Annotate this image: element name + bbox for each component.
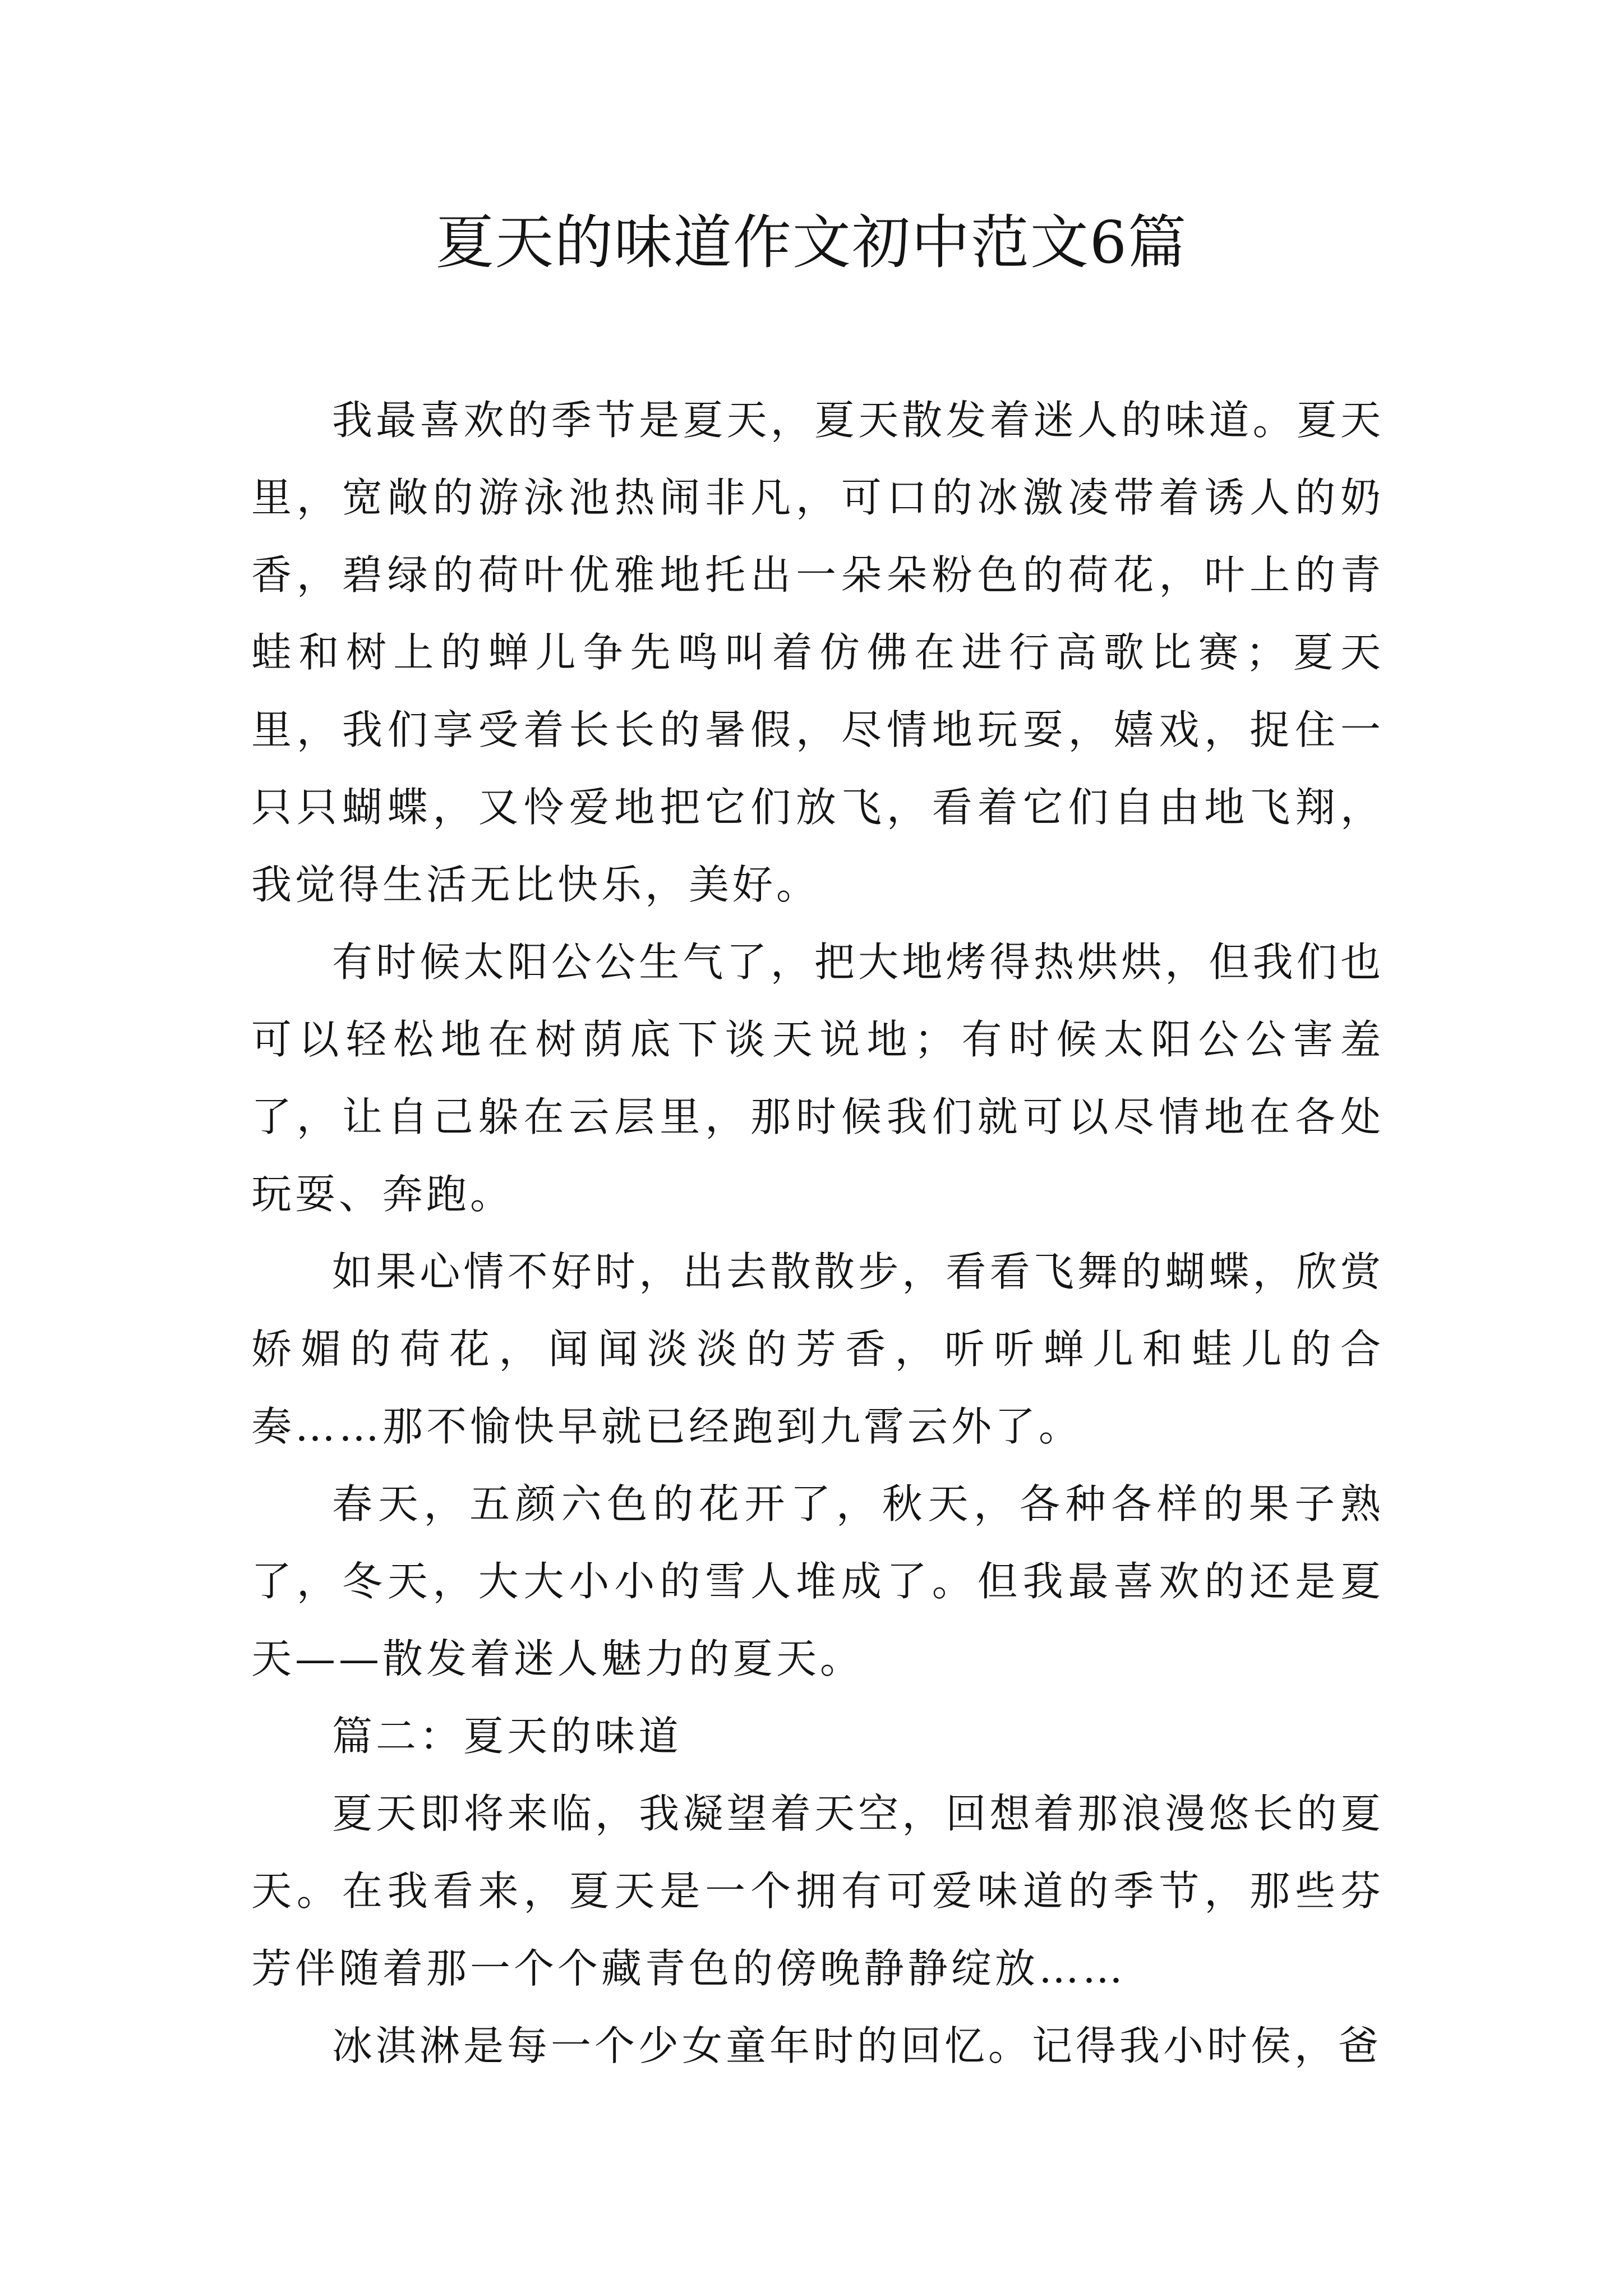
paragraph-5: 夏天即将来临，我凝望着天空，回想着那浪漫悠长的夏天。在我看来，夏天是一个拥有可爱味道的季节，那些芬芳伴随着那一个个藏青色的傍晚静静绽放…… (251, 1790, 1384, 1992)
paragraph-4: 春天，五颜六色的花开了，秋天，各种各样的果子熟了，冬天，大大小小的雪人堆成了。但我最喜欢的还是夏天——散发着迷人魅力的夏天。 (251, 1480, 1384, 1682)
paragraph-1: 我最喜欢的季节是夏天，夏天散发着迷人的味道。夏天里，宽敞的游泳池热闹非凡，可口的冰激凌带着诱人的奶香，碧绿的荷叶优雅地托出一朵朵粉色的荷花，叶上的青蛙和树上的蝉儿争先鸣叫着仿佛在进行高歌比赛；夏天里，我们享受着长长的暑假，尽情地玩耍，嬉戏，捉住一只只蝴蝶，又怜爱地把它们放飞，看着它们自由地飞翔，我觉得生活无比快乐，美好。 (251, 397, 1384, 908)
paragraph-3: 如果心情不好时，出去散散步，看看飞舞的蝴蝶，欣赏娇媚的荷花，闻闻淡淡的芳香，听听蝉儿和蛙儿的合奏……那不愉快早就已经跑到九霄云外了。 (251, 1248, 1384, 1450)
document-body (251, 381, 1384, 2085)
paragraph-6: 冰淇淋是每一个少女童年时的回忆。记得我小时侯，爸 (332, 2022, 1382, 2069)
paragraph-2: 有时候太阳公公生气了，把大地烤得热烘烘，但我们也可以轻松地在树荫底下谈天说地；有时候太阳公公害羞了，让自己躲在云层里，那时候我们就可以尽情地在各处玩耍、奔跑。 (251, 938, 1384, 1218)
section-heading: 篇二：夏天的味道 (332, 1713, 683, 1760)
document-title: 夏天的味道作文初中范文6篇 (435, 208, 1188, 277)
